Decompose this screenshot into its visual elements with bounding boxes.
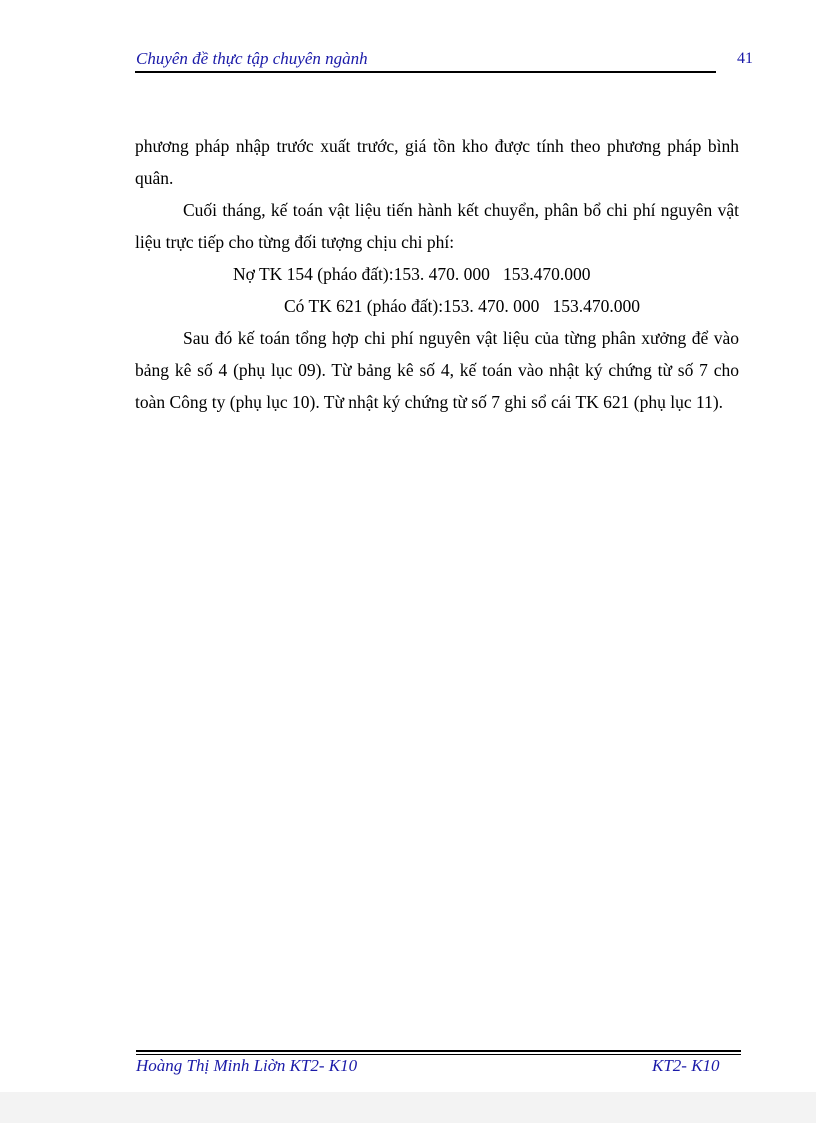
page-number: 41 bbox=[737, 50, 753, 67]
footer-divider-thin bbox=[136, 1054, 741, 1055]
journal-entry-debit: Nợ TK 154 (pháo đất):153. 470. 000 153.470.000 bbox=[233, 264, 591, 284]
paragraph-2: Cuối tháng, kế toán vật liệu tiến hành kết chuyển, phân bổ chi phí nguyên vật liệu trực tiếp cho từng đối tượng chịu chi phí: bbox=[135, 200, 739, 252]
footer-class: KT2- K10 bbox=[652, 1056, 720, 1075]
footer-divider-thick bbox=[136, 1050, 741, 1052]
journal-entry-credit: Có TK 621 (pháo đất):153. 470. 000 153.470.000 bbox=[284, 296, 640, 316]
header-divider bbox=[135, 71, 716, 73]
paragraph-3: Sau đó kế toán tổng hợp chi phí nguyên vật liệu của từng phân xưởng để vào bảng kê số 4 (phụ lục 09). Từ bảng kê số 4, kế toán vào nhật ký chứng từ số 7 cho toàn Công ty (phụ lục 10). Từ nhật ký chứng từ số 7 ghi sổ cái TK 621 (phụ lục 11). bbox=[135, 328, 739, 412]
footer-author: Hoàng Thị Minh Liờn KT2- K10 bbox=[136, 1056, 358, 1075]
page-bottom-band bbox=[0, 1092, 816, 1123]
document-body bbox=[135, 130, 739, 418]
header-title: Chuyên đề thực tập chuyên ngành bbox=[136, 49, 368, 68]
paragraph-1: phương pháp nhập trước xuất trước, giá tồn kho được tính theo phương pháp bình quân. bbox=[135, 136, 739, 188]
